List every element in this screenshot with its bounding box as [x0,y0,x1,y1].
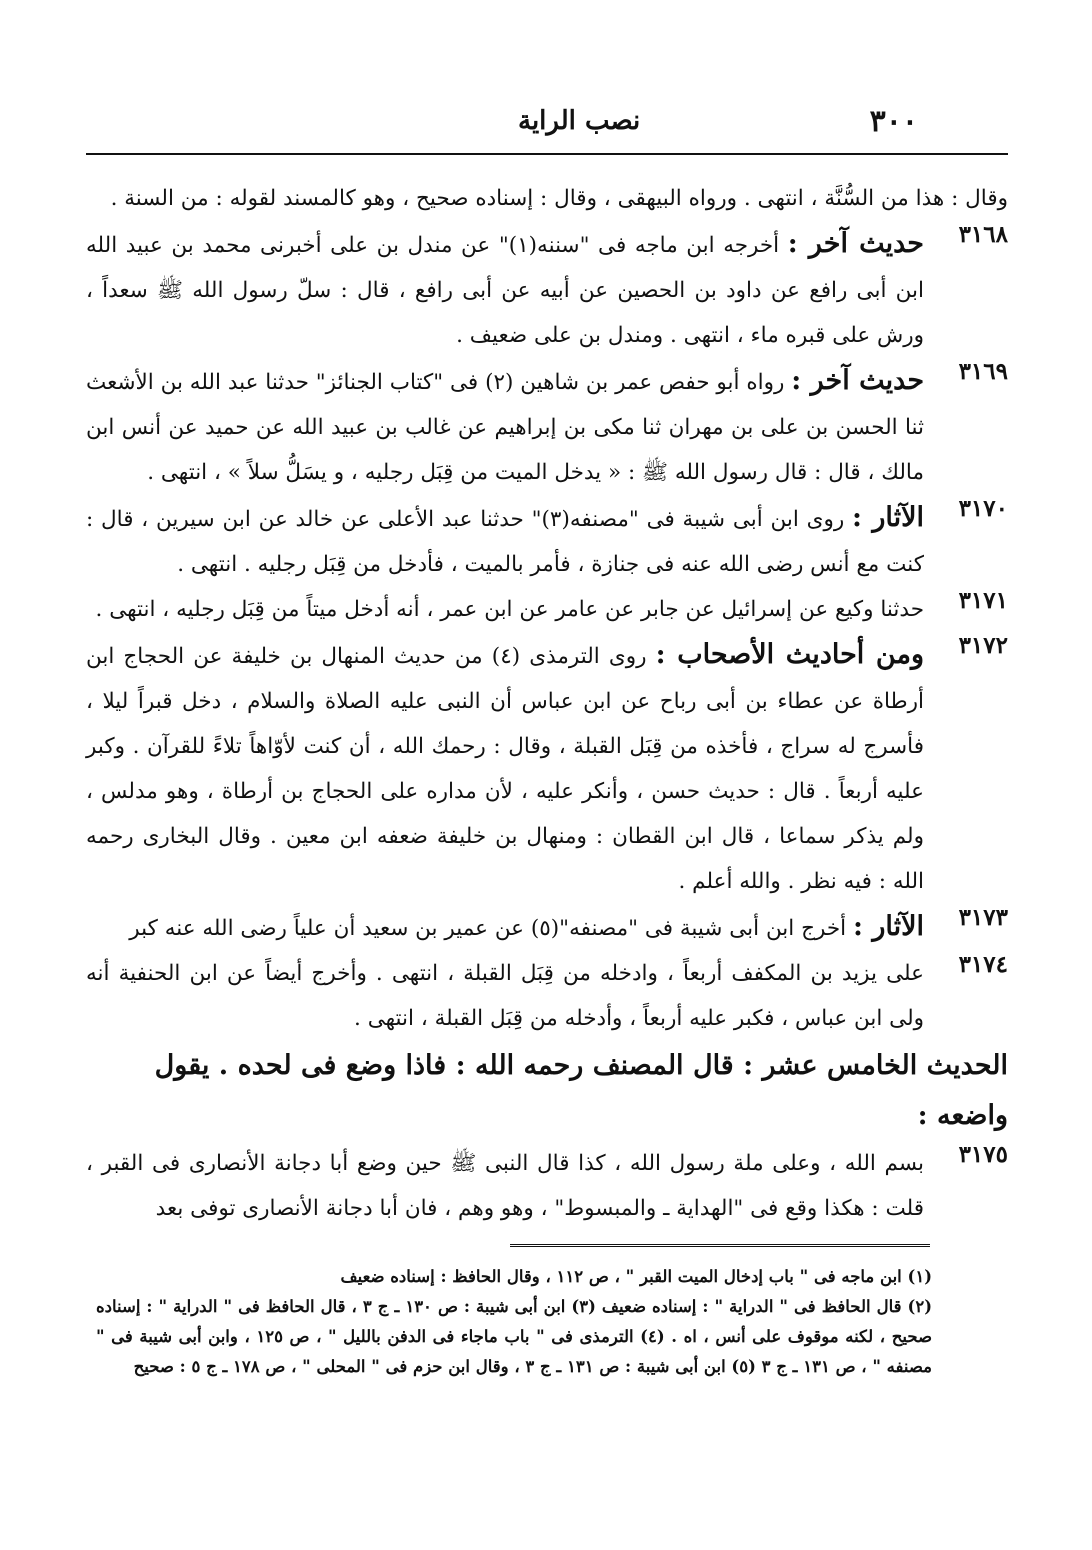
intro-paragraph [86,176,1008,221]
main-text [86,176,1008,1231]
entry-lead: الآثار : [852,911,924,942]
entry-body [86,495,924,587]
entry-number: ٣١٦٩ [958,358,1008,385]
hadith-entry [86,904,1008,951]
entry-text: روى الترمذى (٤) من حديث المنهال بن خليفة عن الحجاج ابن أرطاة عن عطاء بن أبى رباح عن ابن عباس أن النبى عليه الصلاة والسلام ، دخل قبراً ليلا ، فأسرج له سراج ، فأخذه من قِبَل القبلة ، وقال : رحمك الله ، أن كنت لأوّاهاً تلاءً للقرآن . وكبر عليه أربعاً . قال : حديث حسن ، وأنكر عليه ، لأن مداره على الحجاج بن أرطاة ، وهو مدلس ، ولم يذكر سماعا ، قال ابن القطان : ومنهال بن خليفة ضعفه ابن معين . وقال البخارى رحمه الله : فيه نظر . والله أعلم . [86,644,924,894]
entry-lead: حديث آخر : [787,228,924,259]
entry-body [86,904,924,951]
header-divider [86,153,1008,155]
entry-text: أخرجه ابن ماجه فى "سننه(١)" عن مندل بن على أخبرنى محمد بن عبيد الله ابن أبى رافع عن داود بن الحصين عن أبيه عن أبى رافع ، قال : سلّ رسول الله ﷺ سعداً ، ورش على قبره ماء ، انتهى . ومندل بن على ضعيف . [86,233,924,348]
entry-text: أخرج ابن أبى شيبة فى "مصنفه"(٥) عن عمير بن سعيد أن علياً رضى الله عنه كبر [129,916,847,941]
book-title: نصب الراية [518,106,641,136]
footnote-divider [510,1244,930,1247]
hadith-entry [86,358,1008,495]
page-header [86,100,1008,148]
entry-body [86,632,924,904]
hadith-entry [86,632,1008,904]
footnotes [96,1262,932,1382]
entry-number: ٣١٧٥ [958,1141,1008,1168]
entry-number: ٣١٧١ [958,587,1008,614]
entry-text: روى ابن أبى شيبة فى "مصنفه(٣)" حدثنا عبد الأعلى عن خالد عن ابن سيرين ، قال : كنت مع أنس رضى الله عنه فى جنازة ، فأمر بالميت ، فأدخل من قِبَل رجليه . انتهى . [86,507,924,577]
footnote: (١) ابن ماجه فى " باب إدخال الميت القبر " ، ص ١١٢ ، وقال الحافظ : إسناده ضعيف [340,1267,932,1286]
entry-number: ٣١٧٠ [958,495,1008,522]
entry-lead: الآثار : [852,502,924,533]
page-number: ٣٠٠ [869,104,918,139]
entry-text: حدثنا وكيع عن إسرائيل عن جابر عن عامر عن ابن عمر ، أنه أدخل ميتاً من قِبَل رجليه ، انتهى . [95,597,924,622]
footnote: (٢) قال الحافظ فى " الدراية " : إسناده ضعيف (٣) ابن أبى شيبة : ص ١٣٠ ـ ج ٣ ، قال الحافظ فى " الدراية " : إسناده صحيح ، لكنه موقوف على أنس ، اه . (٤) الترمذى فى " باب ماجاء فى الدفن بالليل " ، ص ١٢٥ ، وابن أبى شيبة فى " مصنفه " ، ص ١٣١ ـ ج ٣ (٥) ابن أبى شيبة : ص ١٣١ ـ ج ٣ ، وقال ابن حزم فى " المحلى " ، ص ١٧٨ ـ ج ٥ : صحيح [96,1297,933,1376]
entry-body [86,587,924,632]
entry-lead: ومن أحاديث الأصحاب : [655,639,924,670]
entry-body [86,221,924,358]
hadith-entry [86,221,1008,358]
entry-number: ٣١٧٣ [958,904,1008,931]
section-heading: الحديث الخامس عشر : قال المصنف رحمه الله : فاذا وضع فى لحده . يقول واضعه : [154,1050,1008,1131]
hadith-entry [86,495,1008,587]
entry-body [86,1141,924,1231]
entry-text: على يزيد بن المكفف أربعاً ، وادخله من قِبَل القبلة ، انتهى . وأخرج أيضاً عن ابن الحنفية أنه ولى ابن عباس ، فكبر عليه أربعاً ، وأدخله من قِبَل القبلة ، انتهى . [86,961,924,1031]
entry-body [86,951,924,1041]
entry-text: بسم الله ، وعلى ملة رسول الله ، كذا قال النبى ﷺ حين وضع أبا دجانة الأنصارى فى القبر ، قلت : هكذا وقع فى "الهداية ـ والمبسوط" ، وهو وهم ، فان أبا دجانة الأنصارى توفى بعد [86,1151,924,1221]
paragraph-text: وقال : هذا من السُّنَّة ، انتهى . ورواه البيهقى ، وقال : إسناده صحيح ، وهو كالمسند لقوله : من السنة . [110,186,1008,211]
hadith-entry [86,951,1008,1041]
entry-body [86,358,924,495]
entry-text: رواه أبو حفص عمر بن شاهين (٢) فى "كتاب الجنائز" حدثنا عبد الله بن الأشعث ثنا الحسن بن على بن مهران ثنا مكى بن إبراهيم عن غالب بن عبيد الله عن حميد عن أنس ابن مالك ، قال : قال رسول الله ﷺ : « يدخل الميت من قِبَل رجليه ، و يسَلُّ سلاً » ، انتهى . [86,370,924,485]
entry-number: ٣١٦٨ [958,221,1008,248]
hadith-entry [86,587,1008,632]
entry-number: ٣١٧٢ [958,632,1008,659]
entry-lead: حديث آخر : [791,365,925,396]
entry-number: ٣١٧٤ [958,951,1008,978]
hadith-entry [86,1141,1008,1231]
